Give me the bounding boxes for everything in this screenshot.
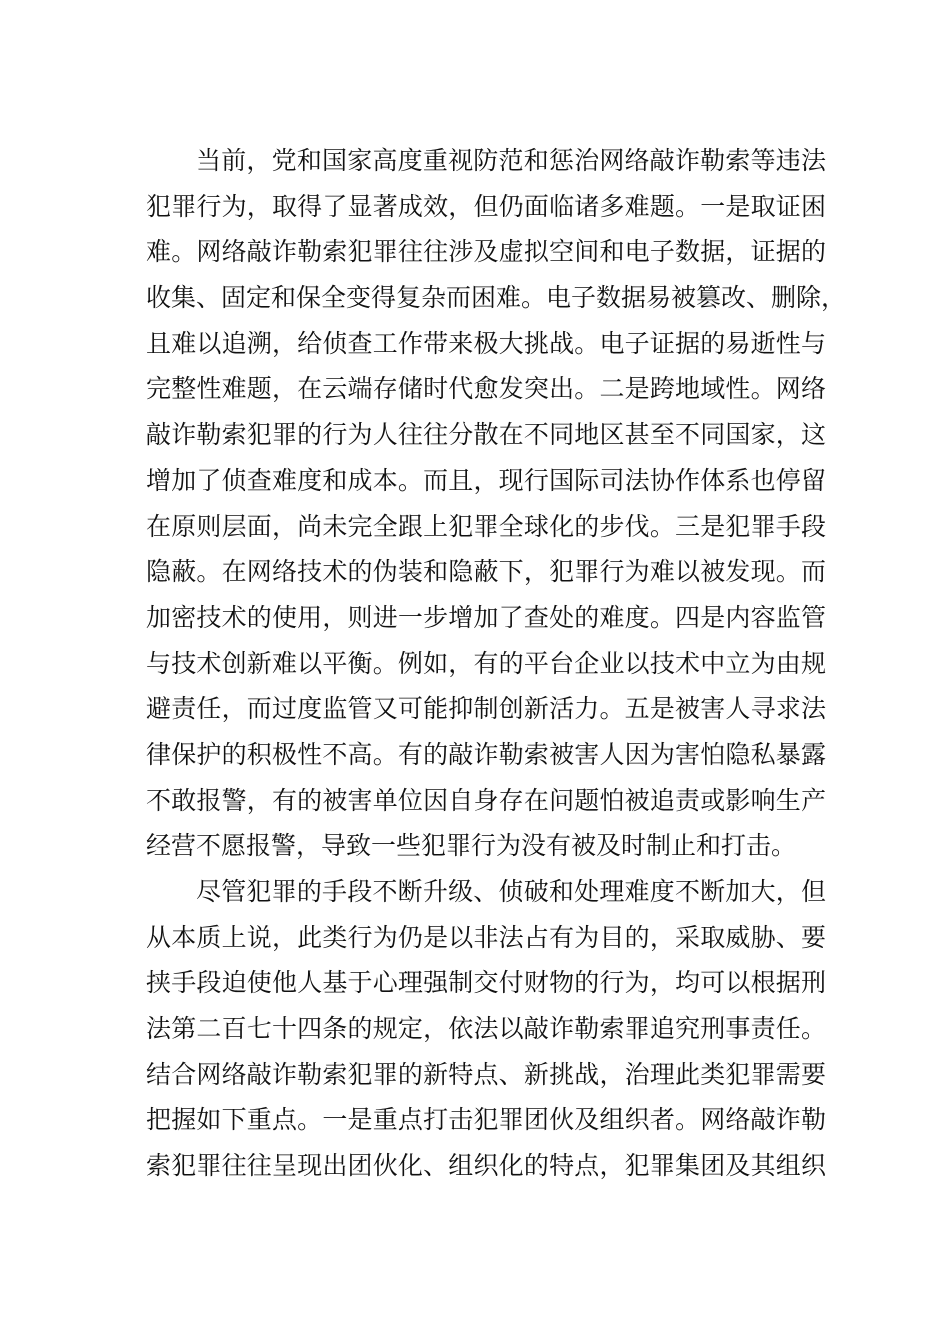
text-line: 挟手段迫使他人基于心理强制交付财物的行为，均可以根据刑	[146, 968, 826, 998]
text-line: 从本质上说，此类行为仍是以非法占有为目的，采取威胁、要	[146, 922, 826, 952]
text-line: 当前，党和国家高度重视防范和惩治网络敲诈勒索等违法	[196, 146, 826, 175]
article-body	[146, 138, 847, 1189]
text-line: 法第二百七十四条的规定，依法以敲诈勒索罪追究刑事责任。	[146, 1014, 826, 1044]
text-line: 完整性难题，在云端存储时代愈发突出。二是跨地域性。网络	[146, 374, 826, 404]
text-line: 敲诈勒索犯罪的行为人往往分散在不同地区甚至不同国家，这	[146, 420, 826, 450]
text-line: 犯罪行为，取得了显著成效，但仍面临诸多难题。一是取证困	[146, 191, 826, 221]
text-line: 隐蔽。在网络技术的伪装和隐蔽下，犯罪行为难以被发现。而	[146, 557, 826, 587]
text-line: 尽管犯罪的手段不断升级、侦破和处理难度不断加大，但	[196, 877, 826, 906]
text-line: 且难以追溯，给侦查工作带来极大挑战。电子证据的易逝性与	[146, 328, 826, 358]
text-line: 结合网络敲诈勒索犯罪的新特点、新挑战，治理此类犯罪需要	[146, 1059, 826, 1089]
text-line: 难。网络敲诈勒索犯罪往往涉及虚拟空间和电子数据，证据的	[146, 237, 826, 267]
text-line: 索犯罪往往呈现出团伙化、组织化的特点，犯罪集团及其组织	[146, 1151, 826, 1181]
text-line: 不敢报警，有的被害单位因自身存在问题怕被追责或影响生产	[146, 785, 826, 815]
text-line: 律保护的积极性不高。有的敲诈勒索被害人因为害怕隐私暴露	[146, 739, 826, 769]
paragraph-2	[146, 869, 826, 1189]
paragraph-1	[146, 138, 847, 869]
text-line: 经营不愿报警，导致一些犯罪行为没有被及时制止和打击。	[146, 831, 797, 861]
text-line: 在原则层面，尚未完全跟上犯罪全球化的步伐。三是犯罪手段	[146, 511, 826, 541]
text-line: 把握如下重点。一是重点打击犯罪团伙及组织者。网络敲诈勒	[146, 1105, 826, 1135]
text-line: 增加了侦查难度和成本。而且，现行国际司法协作体系也停留	[146, 465, 826, 495]
text-line: 与技术创新难以平衡。例如，有的平台企业以技术中立为由规	[146, 648, 826, 678]
text-line: 避责任，而过度监管又可能抑制创新活力。五是被害人寻求法	[146, 694, 826, 724]
text-line: 收集、固定和保全变得复杂而困难。电子数据易被篡改、删除，	[146, 283, 847, 313]
text-line: 加密技术的使用，则进一步增加了查处的难度。四是内容监管	[146, 602, 826, 632]
